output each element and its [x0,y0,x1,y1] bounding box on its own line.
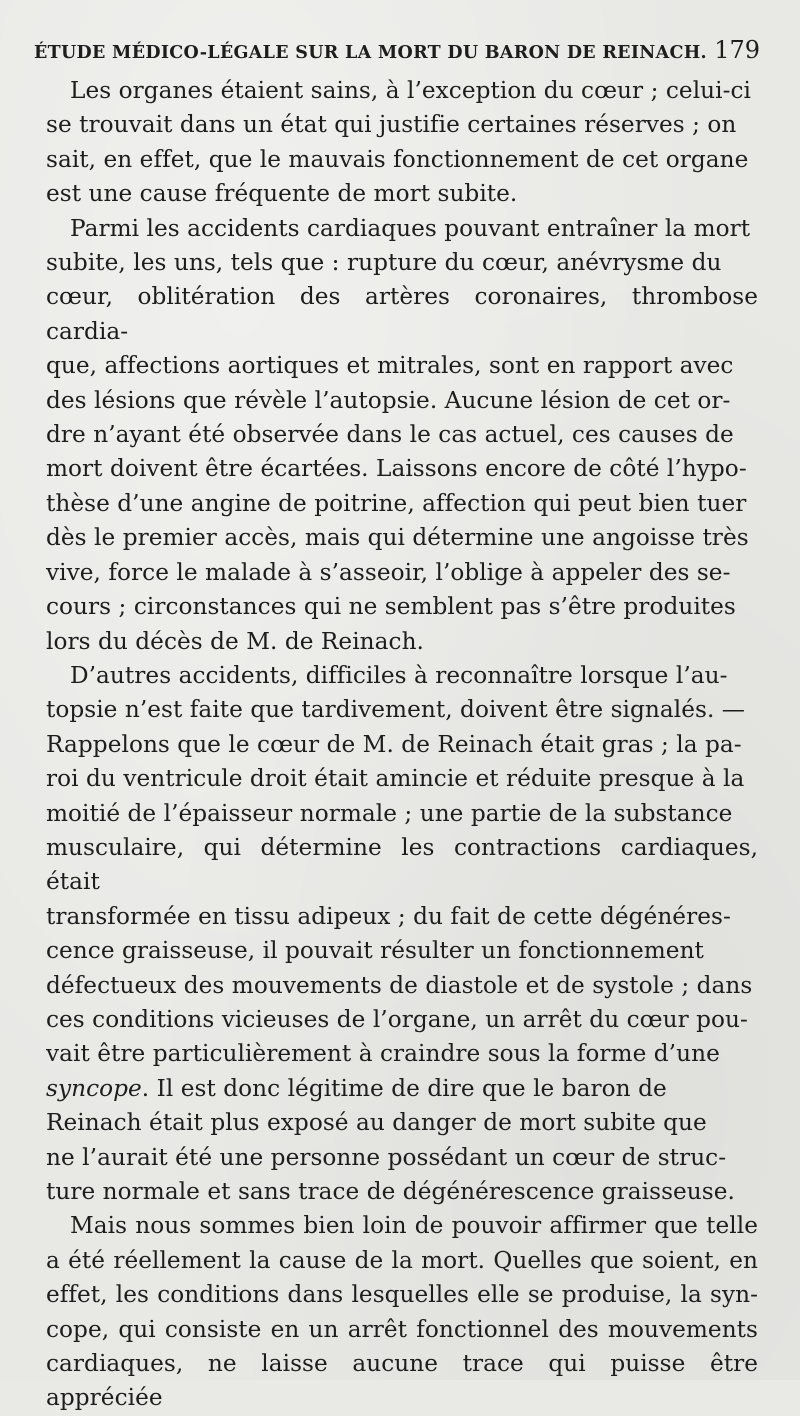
paragraph-fatty-heart-part-2: . Il est donc légitime de dire que le baron de Reinach était plus exposé au danger de mort subite que ne l’aurait été une personne possédant un cœur de struc- ture normale et sans trace de dégénérescence graisseuse. [46,1074,735,1205]
paragraph-organs: Les organes étaient sains, à l’exception du cœur ; celui-ci se trouvait dans un état qui justifie certaines réserves ; on sait, en effet, que le mauvais fonctionnement de cet organe est une cause fréquente de mort subite. [46,77,751,208]
running-header [34,36,760,72]
paragraph-fatty-heart-part-1: D’autres accidents, difficiles à reconnaître lorsque l’au- topsie n’est faite que tardivement, doivent être signalés. — Rappelons que le cœur de M. de Reinach était gras ; la pa- roi du ventricule droit était amincie et réduite presque à la moitié de l’épaisseur normale ; une partie de la substance musculaire, qui détermine les contractions cardiaques, était transformée en tissu adipeux ; du fait de cette dégénéres- cence graisseuse, il pouvait résulter un fonctionnement défectueux des mouvements de diastole et de systole ; dans ces conditions vicieuses de l’organe, un arrêt du cœur pou- vait être particulièrement à craindre sous la forme d’une [46,661,758,1068]
page-number: 179 [714,36,760,64]
body-text [46,74,758,1416]
paragraph-cardiac-accidents: Parmi les accidents cardiaques pouvant entraîner la mort subite, les uns, tels que : rupture du cœur, anévrysme du cœur, oblitération des artères coronaires, thrombose cardia- que, affections aortiques et mitrales, sont en rapport avec des lésions que révèle l’autopsie. Aucune lésion de cet or- dre n’ayant été observée dans le cas actuel, ces causes de mort doivent être écartées. Laissons encore de côté l’hypo- thèse d’une angine de poitrine, affection qui peut bien tuer dès le premier accès, mais qui détermine une angoisse très vive, force le malade à s’asseoir, l’oblige à appeler des se- cours ; circonstances qui ne semblent pas s’être produites lors du décès de M. de Reinach. [46,214,758,655]
paragraph-syncope-cause: Mais nous sommes bien loin de pouvoir affirmer que telle a été réellement la cause de la mort. Quelles que soient, en effet, les conditions dans lesquelles elle se produise, la syn- cope, qui consiste en un arrêt fonctionnel des mouvements cardiaques, ne laisse aucune trace qui puisse être appréciée [46,1212,758,1412]
paragraph-fatty-heart [46,659,758,1210]
emphasis-syncope: syncope [46,1074,142,1102]
running-title: ÉTUDE MÉDICO-LÉGALE SUR LA MORT DU BARON DE REINACH. [34,43,707,63]
